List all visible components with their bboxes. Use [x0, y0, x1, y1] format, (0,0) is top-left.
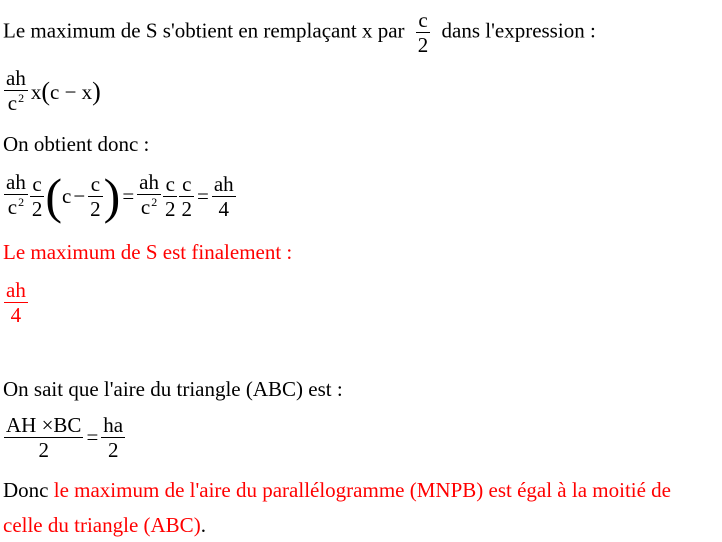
fraction-denominator: 4 — [10, 303, 22, 327]
fraction-denominator: 2 — [107, 438, 119, 462]
fraction-numerator: ah — [139, 170, 159, 194]
final-conclusion — [3, 478, 671, 503]
fraction-denominator: 4 — [218, 196, 229, 221]
fraction-numerator: c — [165, 171, 175, 196]
big-left-paren: ( — [45, 168, 62, 224]
fraction-denominator: 2 — [38, 438, 49, 462]
fraction-c-over-2 — [416, 8, 431, 57]
intro-text-end: dans l'expression : — [441, 18, 596, 43]
conclusion-highlight-1: le maximum de l'aire du parallélogramme (MNPB) est égal à la moitié de — [53, 478, 672, 502]
fraction-ah-over-c2 — [4, 66, 28, 118]
fraction-numerator: ah — [6, 170, 26, 194]
exponent: 2 — [18, 91, 25, 105]
fraction-numerator: AH ×BC — [6, 413, 82, 437]
fraction-denominator: 2 — [90, 196, 101, 221]
conclusion-highlight-2: celle du triangle (ABC) — [3, 513, 201, 537]
variable-x: x — [30, 79, 42, 104]
fraction-denominator — [6, 91, 26, 118]
fraction-ah-over-4 — [4, 278, 28, 327]
conclusion-period: . — [200, 513, 206, 537]
base: c — [7, 91, 18, 115]
fraction-c-over-2 — [30, 172, 45, 221]
expression-evaluated — [3, 170, 237, 222]
fraction-ah-over-c2 — [4, 170, 28, 222]
max-expression — [3, 278, 29, 327]
conclusion-heading: Le maximum de S est finalement : — [3, 240, 293, 264]
equals-sign: = — [86, 425, 99, 449]
obtain-line: On obtient donc : — [3, 132, 150, 156]
intro-line — [3, 8, 596, 57]
left-paren: ( — [41, 77, 50, 106]
fraction-denominator: 2 — [164, 196, 176, 221]
fraction-denominator — [6, 195, 26, 222]
fraction-c-over-2 — [179, 172, 194, 221]
fraction-ah-over-c2 — [137, 170, 161, 222]
expression-s — [3, 66, 101, 118]
exponent: 2 — [18, 195, 25, 209]
fraction-denominator — [139, 195, 159, 222]
paren-content: c − x — [50, 79, 93, 104]
fraction-denominator: 2 — [181, 196, 192, 221]
fraction-numerator: c — [32, 171, 42, 196]
big-right-paren: ) — [103, 168, 121, 224]
fraction-denominator: 2 — [417, 33, 429, 57]
conclusion-prefix: Donc — [3, 478, 49, 502]
final-conclusion-cont — [3, 513, 206, 538]
fraction-numerator: ah — [6, 278, 26, 302]
fraction-ha-over-2 — [101, 413, 125, 462]
fraction-denominator: 2 — [31, 196, 43, 221]
fraction-numerator: ah — [6, 66, 26, 90]
fraction-numerator: ha — [103, 413, 124, 437]
base: c — [7, 195, 18, 219]
inner-c: c — [61, 183, 72, 208]
fraction-numerator: c — [90, 171, 101, 196]
base: c — [140, 195, 151, 219]
minus-sign: − — [73, 183, 86, 208]
right-paren: ) — [92, 77, 101, 106]
fraction-numerator: ah — [213, 171, 234, 196]
equals-sign: = — [122, 183, 135, 208]
fraction-c-over-2 — [88, 172, 103, 221]
fraction-ahbc-over-2 — [4, 413, 83, 462]
exponent: 2 — [151, 195, 158, 209]
fraction-numerator: c — [418, 8, 428, 32]
fraction-ah-over-4 — [212, 172, 236, 221]
fraction-c-over-2 — [163, 172, 178, 221]
triangle-area-line: On sait que l'aire du triangle (ABC) est : — [3, 377, 343, 401]
intro-text: Le maximum de S s'obtient en remplaçant x par — [3, 18, 405, 43]
equals-sign: = — [196, 183, 209, 208]
triangle-area-expression — [3, 413, 126, 462]
fraction-numerator: c — [182, 171, 192, 196]
